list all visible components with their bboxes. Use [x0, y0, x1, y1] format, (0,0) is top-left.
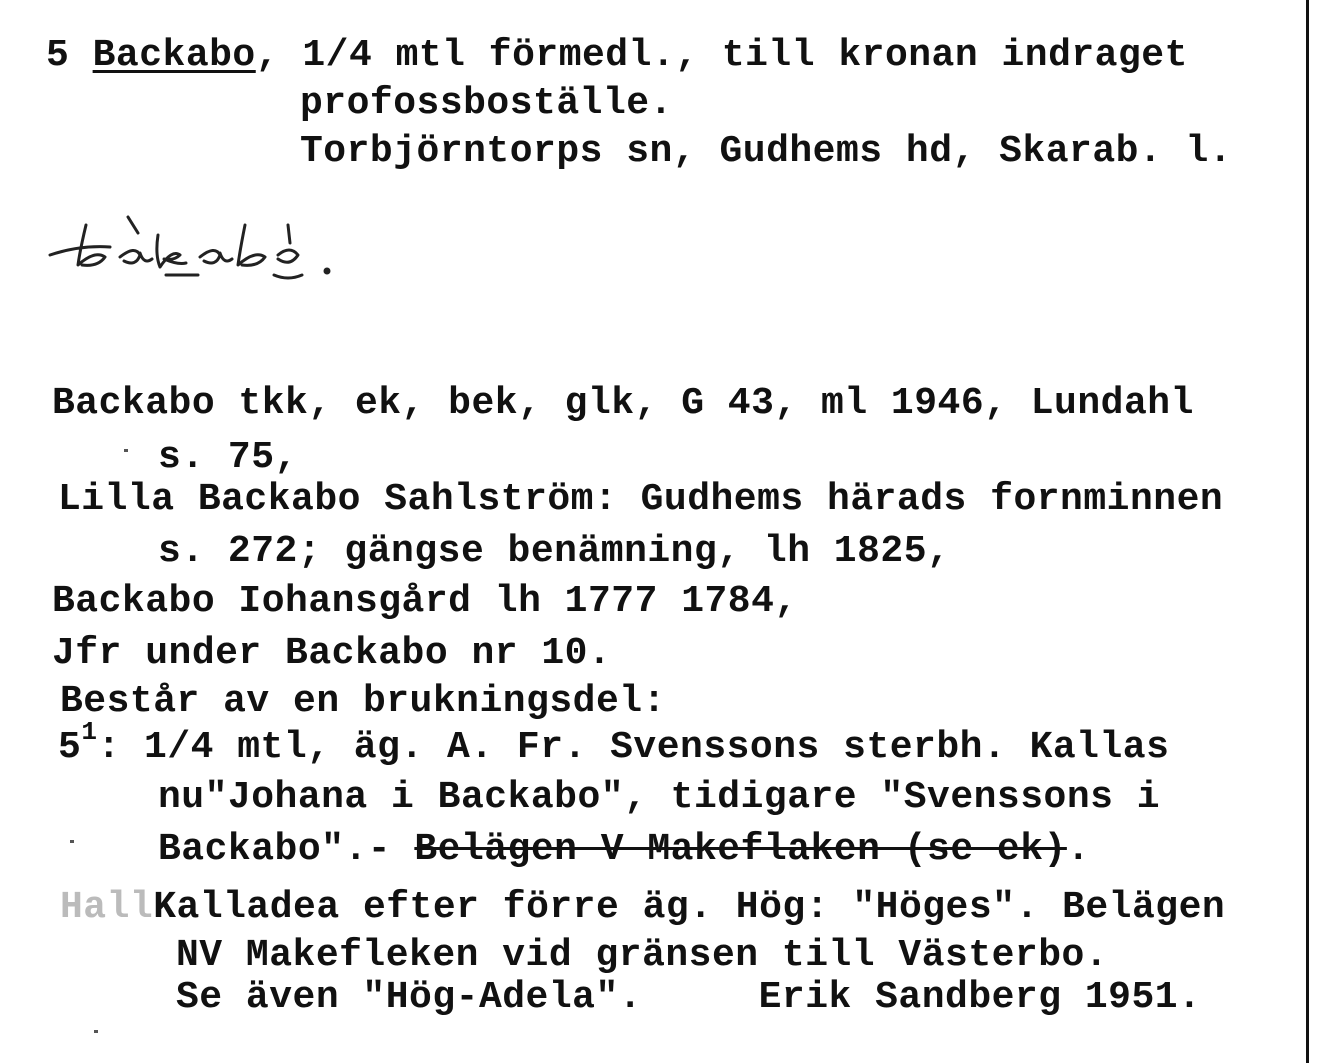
handwritten-pronunciation-signature	[40, 195, 480, 305]
scan-speck	[94, 1030, 98, 1033]
header-line-3: Torbjörntorps sn, Gudhems hd, Skarab. l.	[300, 130, 1233, 173]
body-line-11-text: Kalladea efter förre äg. Hög: "Höges". Belägen	[153, 886, 1226, 929]
body-line-6: Jfr under Backabo nr 10.	[52, 632, 612, 675]
card-right-edge	[1306, 0, 1309, 1063]
body-line-10-start: Backabo".-	[158, 828, 415, 871]
scan-speck	[124, 449, 128, 452]
body-line-11	[60, 886, 1225, 930]
body-line-1: Backabo tkk, ek, bek, glk, G 43, ml 1946, Lundahl	[52, 382, 1194, 425]
struck-through-text: Belägen V Makeflaken (se ek)	[414, 828, 1067, 871]
body-line-5: Backabo Iohansgård lh 1777 1784,	[52, 580, 798, 623]
body-line-2: s. 75,	[158, 436, 298, 479]
body-line-12: NV Makefleken vid gränsen till Västerbo.	[176, 934, 1109, 977]
body-line-4: s. 272; gängse benämning, lh 1825,	[158, 530, 951, 573]
body-line-13: Se även "Hög-Adela". Erik Sandberg 1951.	[176, 976, 1202, 1019]
body-line-8	[58, 717, 1170, 772]
scan-speck	[70, 840, 74, 843]
body-line-10	[158, 828, 1090, 872]
header-line-1	[46, 34, 1188, 78]
subdivision-number: 5	[58, 726, 82, 769]
body-line-8-rest: : 1/4 mtl, äg. A. Fr. Svenssons sterbh. Kallas	[97, 726, 1170, 769]
header-line-1-rest: , 1/4 mtl förmedl., till kronan indraget	[255, 34, 1188, 77]
subdivision-superscript: 1	[81, 717, 98, 747]
body-line-7: Består av en brukningsdel:	[60, 680, 666, 723]
faded-text: Hall	[60, 886, 154, 929]
body-line-3: Lilla Backabo Sahlström: Gudhems härads fornminnen	[58, 478, 1224, 521]
place-name: Backabo	[92, 34, 256, 77]
entry-number: 5	[46, 34, 93, 77]
header-line-2: profossboställe.	[300, 82, 673, 125]
body-line-9: nu"Johana i Backabo", tidigare "Svenssons i	[158, 776, 1161, 819]
body-line-10-end: .	[1066, 828, 1091, 871]
